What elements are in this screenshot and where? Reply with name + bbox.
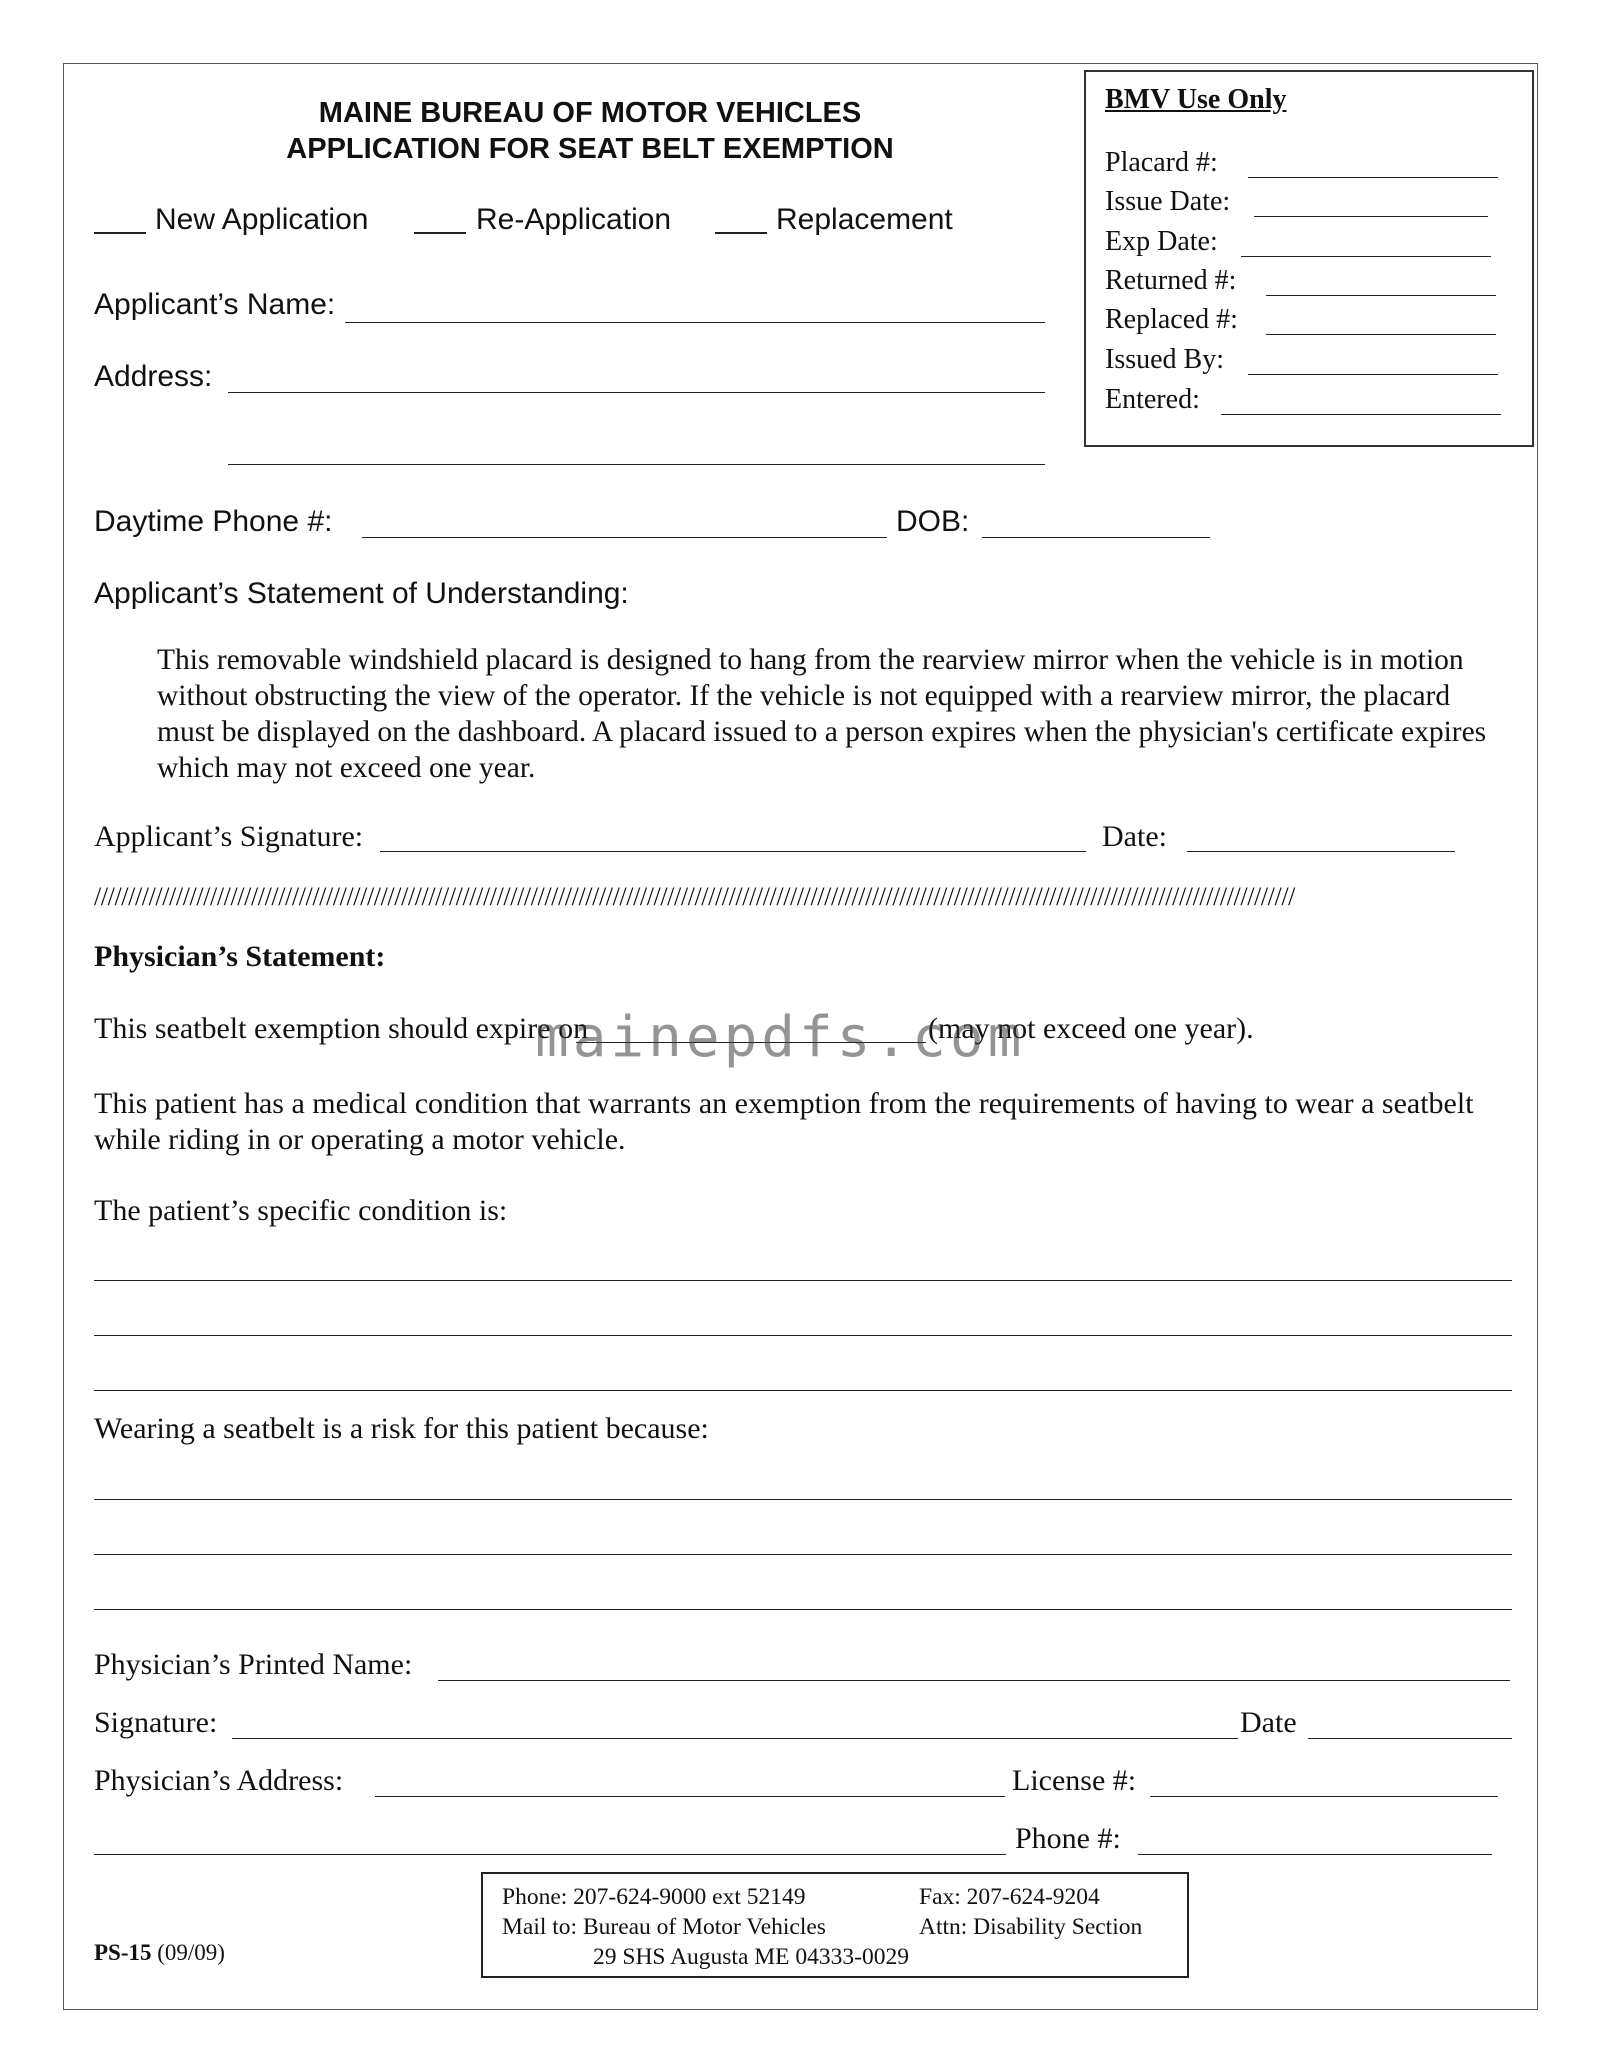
medical-condition-text: This patient has a medical condition that warrants an exemption from the requirements of having to wear a seatbelt while riding in or operating a motor vehicle. — [94, 1087, 1474, 1156]
risk-reason-label: Wearing a seatbelt is a risk for this patient because: — [94, 1412, 709, 1445]
physician-address-label: Physician’s Address: — [94, 1764, 344, 1797]
physician-printed-name-label: Physician’s Printed Name: — [94, 1648, 413, 1681]
bmv-use-only-box — [1084, 70, 1534, 447]
contact-mail-to: Mail to: Bureau of Motor Vehicles — [502, 1914, 826, 1940]
physician-phone-field[interactable] — [1138, 1854, 1492, 1855]
address-field-line2[interactable] — [228, 464, 1045, 465]
contact-phone: Phone: 207-624-9000 ext 52149 — [502, 1884, 806, 1910]
contact-fax: Fax: 207-624-9204 — [919, 1884, 1100, 1910]
contact-info-box — [481, 1872, 1189, 1978]
specific-condition-field-line2[interactable] — [94, 1335, 1512, 1336]
bmv-returned-field[interactable] — [1266, 295, 1496, 296]
form-id — [94, 1940, 225, 1966]
contact-attn: Attn: Disability Section — [919, 1914, 1143, 1940]
physician-address-field-line1[interactable] — [375, 1796, 1005, 1797]
physician-date-field[interactable] — [1308, 1738, 1512, 1739]
bmv-issued-by-label: Issued By: — [1105, 344, 1224, 375]
replacement-label: Replacement — [776, 203, 953, 236]
expire-suffix-text: (may not exceed one year). — [928, 1012, 1254, 1045]
specific-condition-field-line1[interactable] — [94, 1280, 1512, 1281]
form-title-line2: APPLICATION FOR SEAT BELT EXEMPTION — [286, 133, 894, 165]
new-application-check[interactable] — [94, 232, 146, 234]
bmv-exp-date-field[interactable] — [1241, 256, 1491, 257]
form-title-line1: MAINE BUREAU OF MOTOR VEHICLES — [318, 97, 862, 129]
statement-text: This removable windshield placard is designed to hang from the rearview mirror when the vehicle is in motion without obstructing the view of the operator. If the vehicle is not equipped with a rearview mirror, the placard must be displayed on the dashboard. A placard issued to a person expires when the physician's certificate expires which may not exceed one year. — [157, 644, 1487, 784]
bmv-exp-date-label: Exp Date: — [1105, 226, 1218, 257]
bmv-placard-label: Placard #: — [1105, 147, 1218, 178]
risk-reason-field-line3[interactable] — [94, 1609, 1512, 1610]
applicant-name-field[interactable] — [345, 322, 1045, 323]
watermark: mainepdfs.com — [535, 1005, 1026, 1070]
address-label: Address: — [94, 360, 213, 393]
bmv-issued-by-field[interactable] — [1248, 374, 1498, 375]
bmv-entered-field[interactable] — [1221, 414, 1501, 415]
reapplication-check[interactable] — [414, 232, 466, 234]
address-field-line1[interactable] — [228, 392, 1045, 393]
daytime-phone-label: Daytime Phone #: — [94, 505, 333, 538]
physician-printed-name-field[interactable] — [438, 1680, 1510, 1681]
daytime-phone-field[interactable] — [362, 537, 887, 538]
dob-label: DOB: — [896, 505, 970, 538]
applicant-signature-field[interactable] — [380, 851, 1086, 852]
physician-signature-field[interactable] — [232, 1738, 1238, 1739]
physician-phone-label: Phone #: — [1015, 1822, 1121, 1855]
license-label: License #: — [1012, 1764, 1137, 1797]
applicant-date-label: Date: — [1102, 820, 1167, 853]
bmv-issue-date-field[interactable] — [1254, 216, 1488, 217]
reapplication-label: Re-Application — [476, 203, 672, 236]
replacement-check[interactable] — [715, 232, 767, 234]
physician-address-field-line2[interactable] — [94, 1854, 1006, 1855]
bmv-box-title: BMV Use Only — [1105, 84, 1287, 115]
form-number: PS-15 — [94, 1940, 152, 1965]
bmv-placard-field[interactable] — [1248, 177, 1498, 178]
physician-statement-heading: Physician’s Statement: — [94, 940, 386, 973]
new-application-label: New Application — [155, 203, 369, 236]
bmv-returned-label: Returned #: — [1105, 265, 1237, 296]
bmv-entered-label: Entered: — [1105, 384, 1200, 415]
physician-signature-label: Signature: — [94, 1706, 218, 1739]
bmv-replaced-field[interactable] — [1266, 334, 1496, 335]
license-field[interactable] — [1150, 1796, 1498, 1797]
applicant-signature-label: Applicant’s Signature: — [94, 820, 364, 853]
form-date: (09/09) — [157, 1940, 225, 1965]
bmv-issue-date-label: Issue Date: — [1105, 186, 1231, 217]
applicant-name-label: Applicant’s Name: — [94, 288, 336, 321]
risk-reason-field-line2[interactable] — [94, 1554, 1512, 1555]
physician-date-label: Date — [1240, 1706, 1297, 1739]
specific-condition-label: The patient’s specific condition is: — [94, 1194, 508, 1227]
statement-heading: Applicant’s Statement of Understanding: — [94, 577, 629, 610]
contact-address: 29 SHS Augusta ME 04333-0029 — [593, 1944, 909, 1970]
expire-prefix-text: This seatbelt exemption should expire on — [94, 1012, 589, 1045]
bmv-replaced-label: Replaced #: — [1105, 304, 1238, 335]
applicant-date-field[interactable] — [1187, 851, 1455, 852]
specific-condition-field-line3[interactable] — [94, 1390, 1512, 1391]
dob-field[interactable] — [982, 537, 1210, 538]
section-separator: //////////////////////////////////////////////////////////////////////////////////////////////////////////////////////////////////////////////////////////////////////////////// — [94, 882, 1295, 911]
risk-reason-field-line1[interactable] — [94, 1499, 1512, 1500]
